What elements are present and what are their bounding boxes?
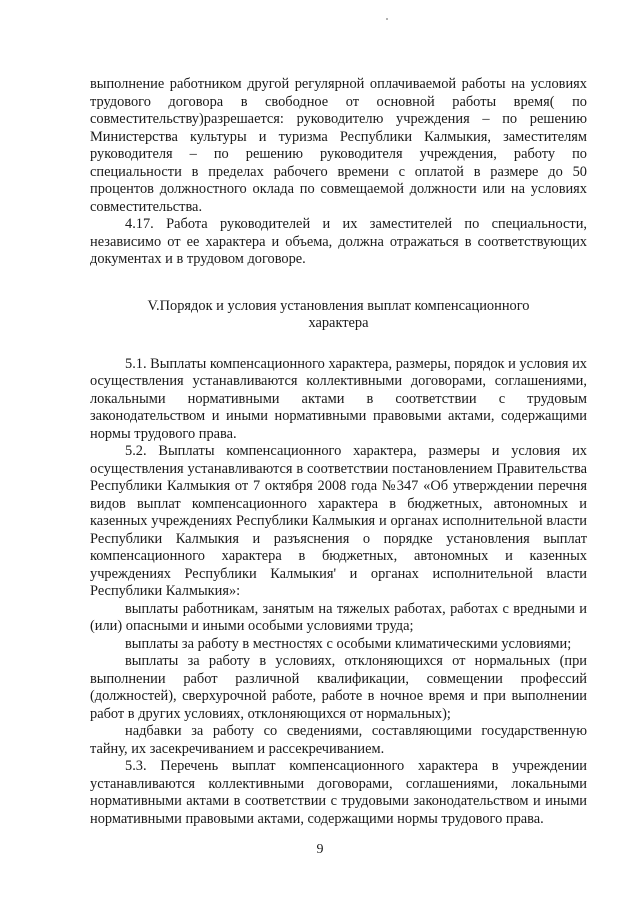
list-item-climate: выплаты за работу в местностях с особыми климатическими условиями; — [125, 635, 572, 652]
paragraph-4-17: 4.17. Работа руководителей и их заместителей по специальности, независимо от ее характера и объема, должна отражаться в соответствующих документах и в трудовом договоре. — [90, 216, 587, 267]
list-item-abnormal-conditions: выплаты за работу в условиях, отклоняющихся от нормальных (при выполнении работ различной квалификации, совмещении профессий (должностей), сверхурочной работе, работе в ночное время и при выполнении работ в других условиях, отклоняющихся от нормальных); — [90, 653, 587, 722]
page-number: 9 — [316, 842, 324, 857]
scan-dot — [386, 18, 388, 20]
list-item-hard-work: выплаты работникам, занятым на тяжелых работах, работах с вредными и (или) опасными и иными особыми условиями труда; — [90, 600, 587, 634]
paragraph-5-1: 5.1. Выплаты компенсационного характера, размеры, порядок и условия их осуществления устанавливаются коллективными договорами, соглашениями, локальными нормативными актами в соответствии с трудовым законодательством и иными нормативными правовыми актами, содержащими нормы трудового права. — [90, 355, 587, 442]
section-heading: V.Порядок и условия установления выплат компенсационного характера — [147, 297, 530, 331]
list-item-state-secret: надбавки за работу со сведениями, составляющими государственную тайну, их засекречиванием и рассекречиванием. — [90, 723, 587, 757]
paragraph-continuation: выполнение работником другой регулярной оплачиваемой работы на условиях трудового договора в свободное от основной работы время( по совместительству)разрешается: руководителю учреждения – по решению Министерства культуры и туризма Республики Калмыкия, заместителям руководителя – по решению руководителя учреждения, работу по специальности в пределах рабочего времени с оплатой в размере до 50 процентов должностного оклада по совмещаемой должности или на условиях совместительства. — [90, 76, 587, 215]
paragraph-5-3: 5.3. Перечень выплат компенсационного характера в учреждении устанавливаются коллективными договорами, соглашениями, локальными нормативными актами в соответствии с трудовыми законодательством и иными нормативными правовыми актами, содержащими нормы трудового права. — [90, 758, 587, 827]
paragraph-5-2: 5.2. Выплаты компенсационного характера, размеры и условия их осуществления устанавливаются в соответствии постановлением Правительства Республики Калмыкия от 7 октября 2008 года №347 «Об утверждении перечня видов выплат компенсационного характера в бюджетных, автономных и казенных учреждениях Республики Калмыкия и органах исполнительной власти Республики Калмыкия и разъяснения о порядке установления выплат компенсационного характера в бюджетных, автономных и казенных учреждениях Республики Калмыкия' и органах исполнительной власти Республики Калмыкия»: — [90, 443, 587, 599]
document-body — [90, 76, 587, 828]
